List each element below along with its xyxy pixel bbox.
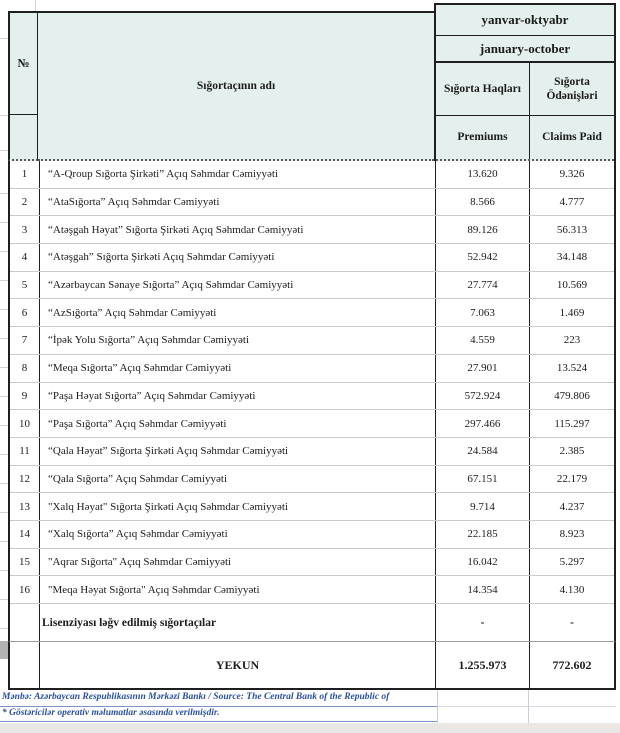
claims-cell: 22.179 <box>556 472 588 485</box>
table-row <box>10 299 614 327</box>
grid-line <box>528 690 529 723</box>
claims-cell: 1.469 <box>559 306 585 319</box>
claims-cell: 4.777 <box>559 196 585 209</box>
claims-cell: 5.297 <box>559 555 585 568</box>
row-number-cell: 16 <box>10 576 40 603</box>
grid-line <box>0 115 8 116</box>
grid-line <box>0 425 8 426</box>
table-row <box>10 576 614 604</box>
premiums-cell: 52.942 <box>436 244 530 271</box>
claims-cell: 8.923 <box>559 528 585 541</box>
total-claims-cell: 772.602 <box>552 657 592 672</box>
table-row <box>10 438 614 466</box>
grid-line <box>0 38 8 39</box>
table-row <box>10 383 614 411</box>
table-row <box>10 521 614 549</box>
row-number-cell: 4 <box>10 244 40 271</box>
source-note: Mənbə: Azərbaycan Respublikasının Mərkəzi Bankı / Source: The Central Bank of the Republic of <box>2 692 390 702</box>
insurer-name-cell: “Paşa Həyat Sığorta” Açıq Səhmdar Cəmiyyəti <box>40 383 436 410</box>
premiums-column-label-az: Sığorta Haqları <box>436 63 530 115</box>
row-number-cell: 10 <box>10 410 40 437</box>
grid-line <box>0 222 8 223</box>
claims-cell: 4.130 <box>559 583 585 596</box>
premiums-cell: 24.584 <box>436 438 530 465</box>
premiums-cell: 4.559 <box>436 327 530 354</box>
table-row <box>10 466 614 494</box>
claims-cell: 10.569 <box>556 279 588 292</box>
header-period-section <box>434 3 616 161</box>
row-number-cell: 9 <box>10 383 40 410</box>
insurer-name-cell: “Azərbaycan Sənaye Sığorta” Açıq Səhmdar Cəmiyyəti <box>40 272 436 299</box>
period-label-az: yanvar-oktyabr <box>436 5 614 36</box>
grid-cell-shadow <box>0 641 8 659</box>
insurer-name-cell: “İpək Yolu Sığorta” Açıq Səhmdar Cəmiyyəti <box>40 327 436 354</box>
premiums-cell: 8.566 <box>436 189 530 216</box>
operative-data-note: * Göstəricilər operativ məlumatlar əsasında verilmişdir. <box>2 708 220 718</box>
insurer-name-cell: “AtaSığorta” Açıq Səhmdar Cəmiyyəti <box>40 189 436 216</box>
grid-line <box>0 338 8 339</box>
total-row <box>8 642 616 690</box>
header-row-en-columns <box>436 116 614 161</box>
premiums-cell: 9.714 <box>436 493 530 520</box>
claims-cell: 56.313 <box>556 223 588 236</box>
grid-line <box>437 690 438 723</box>
premiums-cell: 27.901 <box>436 355 530 382</box>
claims-column-label-en: Claims Paid <box>542 131 602 144</box>
footer-divider <box>0 721 437 722</box>
table-row <box>10 355 614 383</box>
number-column-label: № <box>17 56 30 70</box>
grid-line <box>0 454 8 455</box>
grid-line <box>0 280 8 281</box>
insurer-name-cell: “Paşa Sığorta” Açıq Səhmdar Cəmiyyəti <box>40 410 436 437</box>
claims-cell: 13.524 <box>556 362 588 375</box>
grid-line <box>0 570 8 571</box>
header-cell-insurer-name <box>38 11 434 161</box>
insurer-name-cell: "Xalq Həyat" Sığorta Şirkəti Açıq Səhmdar Cəmiyyəti <box>40 493 436 520</box>
claims-cell: 2.385 <box>559 445 585 458</box>
revoked-licenses-row <box>8 604 616 642</box>
claims-column-label-az: Sığorta Ödənişləri <box>546 75 598 102</box>
row-number-cell: 2 <box>10 189 40 216</box>
insurer-name-cell: "Aqrar Sığorta" Açıq Səhmdar Cəmiyyəti <box>40 549 436 576</box>
revoked-licenses-label: Lisenziyası ləğv edilmiş sığortaçılar <box>40 604 436 641</box>
table-row <box>10 272 614 300</box>
footer-divider-extension <box>437 706 616 707</box>
insurer-name-cell: “A-Qroup Sığorta Şirkəti” Açıq Səhmdar Cəmiyyəti <box>40 161 436 188</box>
insurer-name-cell: “Qala Həyat” Sığorta Şirkəti Açıq Səhmdar Cəmiyyəti <box>40 438 436 465</box>
period-label-en: january-october <box>436 36 614 63</box>
insurer-name-cell: “Xalq Sığorta” Açıq Səhmdar Cəmiyyəti <box>40 521 436 548</box>
total-premiums-cell: 1.255.973 <box>436 642 530 688</box>
row-number-cell: 7 <box>10 327 40 354</box>
row-number-cell: 8 <box>10 355 40 382</box>
page-bottom-band <box>0 723 620 733</box>
total-label: YEKUN <box>40 642 436 688</box>
claims-cell: 4.237 <box>559 500 585 513</box>
insurer-name-cell: “Atəşgah Həyat” Sığorta Şirkəti Açıq Səhmdar Cəmiyyəti <box>40 216 436 243</box>
row-number-cell: 14 <box>10 521 40 548</box>
claims-cell: - <box>570 616 574 629</box>
grid-line <box>0 483 8 484</box>
table-row <box>10 189 614 217</box>
header-cell-number <box>8 11 38 115</box>
insurer-name-cell: “Meqa Sığorta” Açıq Səhmdar Cəmiyyəti <box>40 355 436 382</box>
row-number-cell: 13 <box>10 493 40 520</box>
header-cell-number-empty <box>8 115 38 161</box>
insurer-name-cell: “AzSığorta” Açıq Səhmdar Cəmiyyəti <box>40 299 436 326</box>
premiums-cell: 89.126 <box>436 216 530 243</box>
grid-line <box>35 0 36 11</box>
grid-line <box>0 628 8 629</box>
premiums-cell: 22.185 <box>436 521 530 548</box>
grid-line <box>0 367 8 368</box>
premiums-cell: - <box>436 604 530 641</box>
row-number-cell <box>10 604 40 641</box>
grid-line <box>0 599 8 600</box>
grid-line <box>0 541 8 542</box>
row-number-cell: 15 <box>10 549 40 576</box>
grid-line <box>0 396 8 397</box>
table-row <box>10 244 614 272</box>
premiums-cell: 16.042 <box>436 549 530 576</box>
grid-line <box>0 150 8 151</box>
claims-cell: 223 <box>563 334 581 347</box>
premiums-cell: 14.354 <box>436 576 530 603</box>
table-row <box>10 327 614 355</box>
row-number-cell: 1 <box>10 161 40 188</box>
footer-divider <box>0 706 437 707</box>
table-row <box>10 410 614 438</box>
claims-cell: 115.297 <box>554 417 590 430</box>
data-rows <box>8 161 616 604</box>
table-row <box>10 493 614 521</box>
header-row-az-columns <box>436 63 614 116</box>
row-number-cell <box>10 642 40 688</box>
table-row <box>10 549 614 577</box>
grid-line <box>0 512 8 513</box>
premiums-cell: 67.151 <box>436 466 530 493</box>
row-number-cell: 3 <box>10 216 40 243</box>
row-number-cell: 6 <box>10 299 40 326</box>
premiums-cell: 572.924 <box>436 383 530 410</box>
grid-line <box>0 251 8 252</box>
table-row <box>10 161 614 189</box>
claims-cell: 9.326 <box>559 168 585 181</box>
row-number-cell: 12 <box>10 466 40 493</box>
insurer-name-cell: “Atəşgah” Sığorta Şirkəti Açıq Səhmdar Cəmiyyəti <box>40 244 436 271</box>
premiums-column-label-en: Premiums <box>436 116 530 159</box>
premiums-cell: 7.063 <box>436 299 530 326</box>
grid-line <box>0 193 8 194</box>
premiums-cell: 297.466 <box>436 410 530 437</box>
row-number-cell: 5 <box>10 272 40 299</box>
insurer-name-cell: “Qala Sığorta” Açıq Səhmdar Cəmiyyəti <box>40 466 436 493</box>
claims-cell: 34.148 <box>556 251 588 264</box>
premiums-cell: 27.774 <box>436 272 530 299</box>
claims-cell: 479.806 <box>554 389 590 402</box>
insurer-column-label: Sığortaçının adı <box>196 80 276 92</box>
row-number-cell: 11 <box>10 438 40 465</box>
insurer-name-cell: "Meqa Həyat Sığorta" Açıq Səhmdar Cəmiyyəti <box>40 576 436 603</box>
table-row <box>10 216 614 244</box>
premiums-cell: 13.620 <box>436 161 530 188</box>
grid-line <box>0 309 8 310</box>
